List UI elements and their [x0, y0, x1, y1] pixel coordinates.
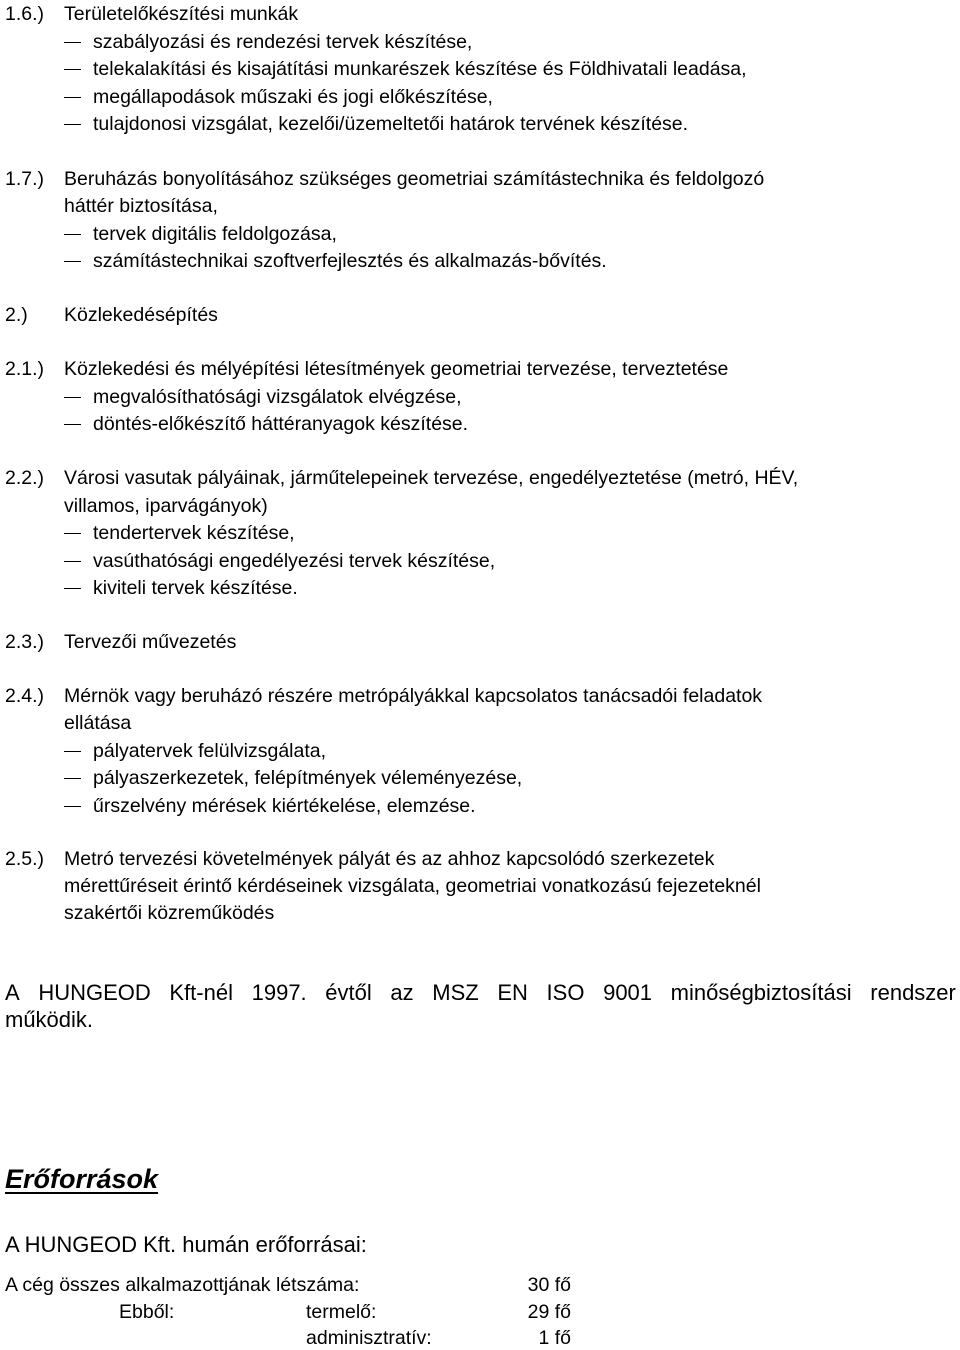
- section-title: Közlekedésépítés: [64, 304, 218, 326]
- dash-bullet-icon: [64, 397, 81, 398]
- dash-bullet-icon: [64, 561, 81, 562]
- section-title-continued: ellátása: [64, 712, 132, 734]
- section-title-continued: mérettűréseit érintő kérdéseinek vizsgálata, geometriai vonatkozású fejezeteknél: [64, 875, 761, 897]
- section-title-continued: villamos, iparvágányok): [64, 495, 268, 517]
- dash-bullet-icon: [64, 261, 81, 262]
- iso-statement: A HUNGEOD Kft-nél 1997. évtől az MSZ EN ISO 9001 minőségbiztosítási rendszer: [5, 980, 956, 1005]
- staff-total-value: 30 fő: [527, 1274, 571, 1296]
- section-number: 2.1.): [5, 358, 45, 380]
- iso-statement-continued: működik.: [5, 1007, 94, 1032]
- section-title: Beruházás bonyolításához szükséges geometriai számítástechnika és feldolgozó: [64, 168, 765, 190]
- section-number: 1.7.): [5, 168, 45, 190]
- section-title: Metró tervezési követelmények pályát és az ahhoz kapcsolódó szerkezetek: [64, 848, 715, 870]
- section-title: Területelőkészítési munkák: [64, 3, 299, 25]
- section-number: 2.4.): [5, 685, 45, 707]
- staff-total-label: A cég összes alkalmazottjának létszáma:: [5, 1274, 360, 1296]
- section-number: 2.3.): [5, 631, 45, 653]
- section-title: Közlekedési és mélyépítési létesítmények geometriai tervezése, terveztetése: [64, 358, 729, 380]
- section-title: Mérnök vagy beruházó részére metrópályákkal kapcsolatos tanácsadói feladatok: [64, 685, 763, 707]
- dash-bullet-icon: [64, 124, 81, 125]
- resources-heading: Erőforrások: [5, 1164, 159, 1194]
- dash-bullet-icon: [64, 533, 81, 534]
- staff-row-value: 1 fő: [538, 1327, 571, 1349]
- dash-bullet-icon: [64, 588, 81, 589]
- section-number: 2.): [5, 304, 28, 326]
- section-title-continued: háttér biztosítása,: [64, 195, 218, 217]
- section-title-continued: szakértői közreműködés: [64, 902, 275, 924]
- dash-bullet-icon: [64, 234, 81, 235]
- dash-bullet-icon: [64, 42, 81, 43]
- staff-row-label: termelő:: [306, 1301, 377, 1323]
- staff-row-label: adminisztratív:: [306, 1327, 432, 1349]
- section-number: 2.5.): [5, 848, 45, 870]
- staff-row-value: 29 fő: [527, 1301, 571, 1323]
- dash-bullet-icon: [64, 424, 81, 425]
- dash-bullet-icon: [64, 806, 81, 807]
- dash-bullet-icon: [64, 97, 81, 98]
- section-number: 1.6.): [5, 3, 45, 25]
- section-title: Tervezői művezetés: [64, 631, 237, 653]
- resources-subheading: A HUNGEOD Kft. humán erőforrásai:: [5, 1232, 367, 1257]
- of-which-label: Ebből:: [119, 1301, 175, 1323]
- dash-bullet-icon: [64, 69, 81, 70]
- section-number: 2.2.): [5, 467, 45, 489]
- dash-bullet-icon: [64, 751, 81, 752]
- dash-bullet-icon: [64, 778, 81, 779]
- section-title: Városi vasutak pályáinak, járműtelepeinek tervezése, engedélyeztetése (metró, HÉV,: [64, 467, 799, 489]
